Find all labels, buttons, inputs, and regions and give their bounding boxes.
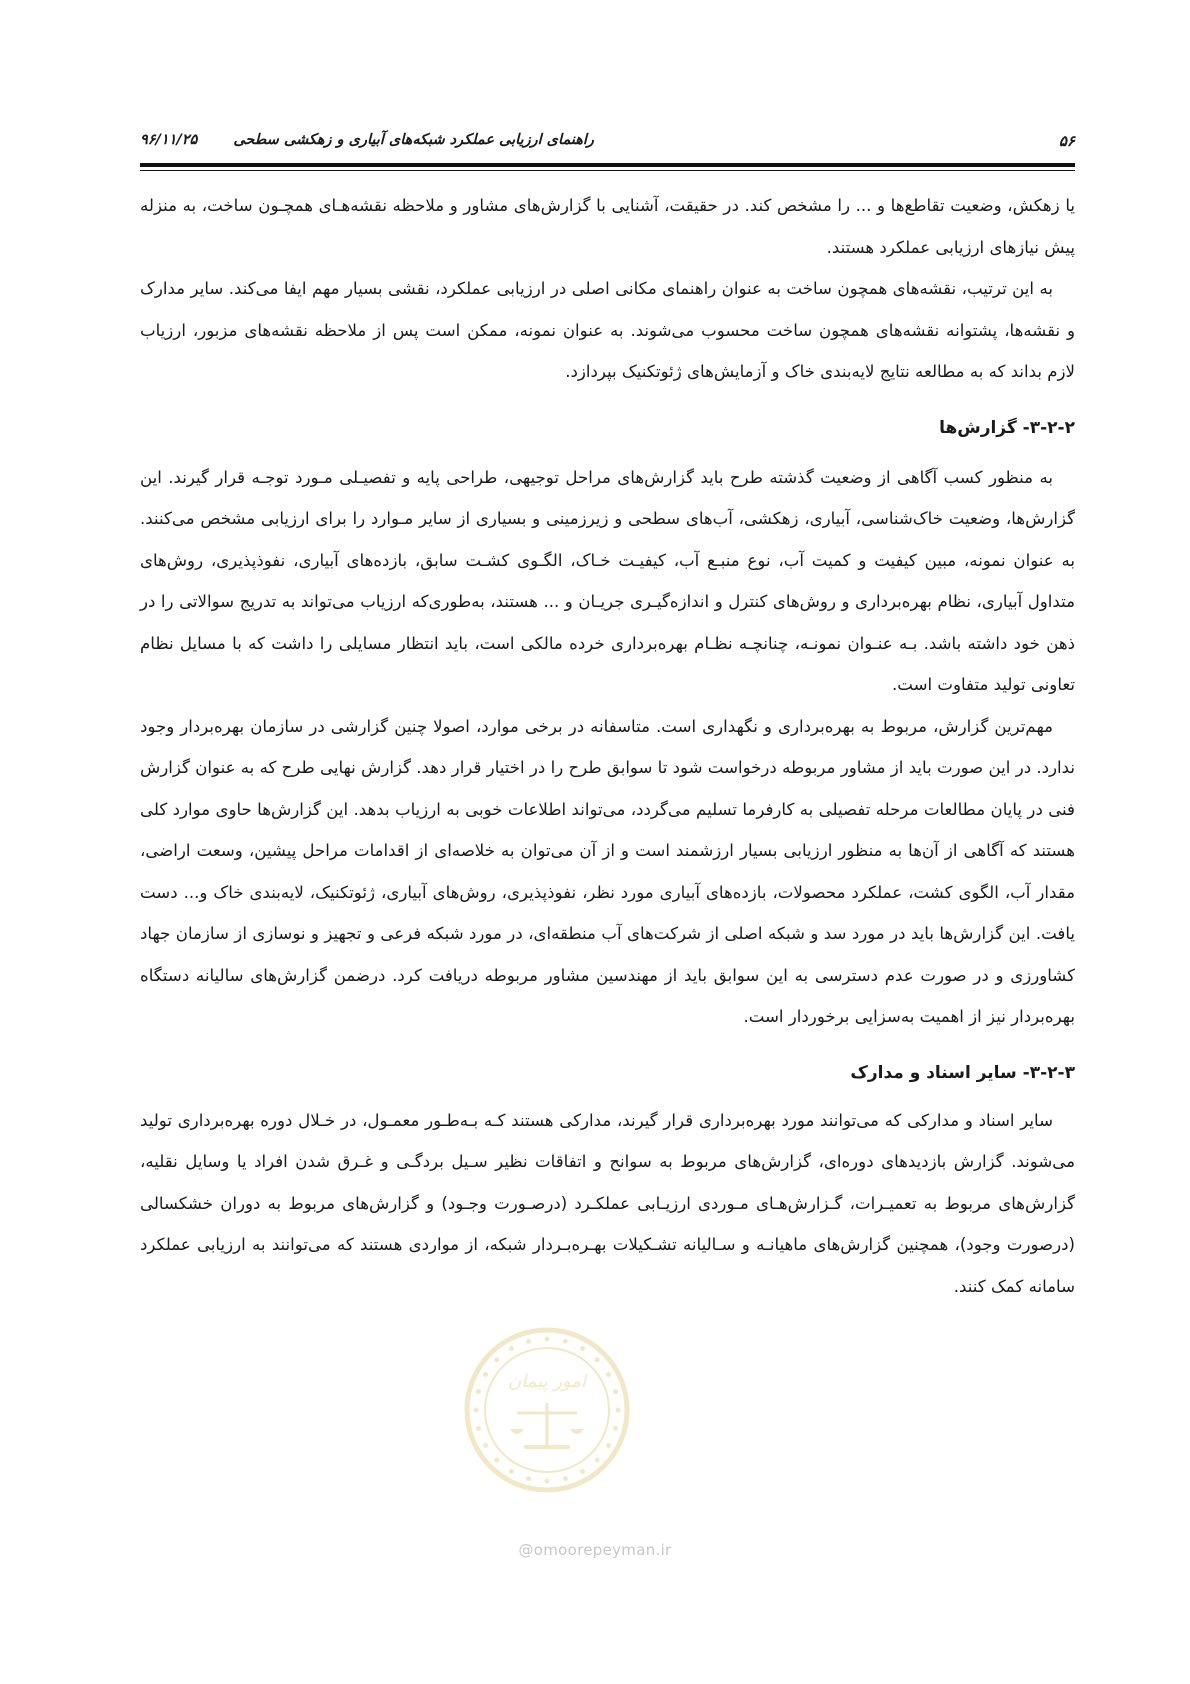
page-header [140, 128, 1075, 162]
page-body [140, 185, 1075, 1307]
body-paragraph: مهم‌ترین گزارش، مربوط به بهره‌برداری و نگهداری است. متاسفانه در برخی موارد، اصولا چنین گزارشی در سازمان بهره‌بردار وجود ندارد. در این صورت باید از مشاور مربوطه درخواست شود تا سوابق طرح را در اختیار قرار دهد. گزارش نهایی طرح که به عنوان گزارش فنی در پایان مطالعات مرحله تفصیلی به کارفرما تسلیم می‌گردد، می‌تواند اطلاعات خوبی به ارزیاب بدهد. این گزارش‌ها حاوی موارد کلی هستند که آگاهی از آن‌ها به منظور ارزیابی بسیار ارزشمند است و از آن می‌توان به خلاصه‌ای از اقدامات مراحل پیشین، وسعت اراضی، مقدار آب، الگوی کشت، عملکرد محصولات، بازده‌های آبیاری مورد نظر، نفوذپذیری، روش‌های آبیاری، ژئوتکنیک، لایه‌بندی خاک و... دست یافت. این گزارش‌ها باید در مورد سد و شبکه اصلی از شرکت‌های آب منطقه‌ای، در مورد شبکه فرعی و تجهیز و نوسازی از سازمان جهاد کشاورزی و در صورت عدم دسترسی به این سوابق باید از مهندسین مشاور مربوطه دریافت کرد. درضمن گزارش‌های سالیانه دستگاه بهره‌بردار نیز از اهمیت به‌سزایی برخوردار است. [140, 716, 1075, 1026]
body-paragraph: به این ترتیب، نقشه‌های همچون ساخت به عنوان راهنمای مکانی اصلی در ارزیابی عملکرد، نقشی بسیار مهم ایفا می‌کند. سایر مدارک و نقشه‌ها، پشتوانه نقشه‌های همچون ساخت محسوب می‌شوند. به عنوان نمونه، ممکن است پس از ملاحظه نقشه‌های مزبور، ارزیاب لازم بداند که به مطالعه نتایج لایه‌بندی خاک و آزمایش‌های ژئوتکنیک بپردازد. [140, 279, 1075, 381]
page-number: ۵۶ [1058, 132, 1075, 150]
section-heading-other-documents: ۳-۲-۳- سایر اسناد و مدارک [850, 1062, 1075, 1083]
body-paragraph: یا زهکش، وضعیت تقاطع‌ها و ... را مشخص کند. در حقیقت، آشنایی با گزارش‌های مشاور و ملاحظه نقشه‌هـای همچـون ساخت، به منزله پیش نیازهای ارزیابی عملکرد هستند. [140, 196, 1075, 257]
header-divider-thick [140, 163, 1075, 167]
running-header [140, 132, 594, 148]
document-title: راهنمای ارزیابی عملکرد شبکه‌های آبیاری و زهکشی سطحی [233, 132, 594, 148]
watermark-url: @omoorepeyman.ir [518, 1541, 672, 1559]
section-heading-reports: ۳-۲-۲- گزارش‌ها [939, 417, 1075, 438]
body-paragraph: به منظور کسب آگاهی از وضعیت گذشته طرح باید گزارش‌های مراحل توجیهی، طراحی پایه و تفصیـلی مـورد توجـه قرار گیرند. این گزارش‌ها، وضعیت خاک‌شناسی، آبیاری، زهکشی، آب‌های سطحی و زیرزمینی و بسیاری از سایر مـوارد را برای ارزیابی مشخص می‌کنند. به عنوان نمونه، مبین کیفیت و کمیت آب، نوع منبـع آب، کیفیـت خـاک، الگـوی کشـت سابق، بازده‌های آبیاری، نفوذپذیری، روش‌های متداول آبیاری، نظام بهره‌برداری و روش‌های کنترل و اندازه‌گیـری جریـان و ... هستند، به‌طوری‌که ارزیاب می‌تواند به تدریج سوالاتی را در ذهن خود داشته باشد. بـه عنـوان نمونـه، چنانچـه نظـام بهره‌برداری خرده مالکی است، باید انتظار مسایلی را داشت که با مسایل نظام تعاونی تولید متفاوت است. [140, 467, 1075, 694]
body-paragraph: سایر اسناد و مدارکی که می‌توانند مورد بهره‌برداری قرار گیرند، مدارکی هستند کـه بـه‌طـور معمـول، در خـلال دوره بهره‌برداری تولید می‌شوند. گزارش بازدیدهای دوره‌ای، گزارش‌های مربوط به سوانح و اتفاقات نظیر سـیل بردگـی و غـرق شدن افراد یا وسایل نقلیه، گزارش‌های مربوط به تعمیـرات، گـزارش‌هـای مـوردی ارزیـابی عملکـرد (درصـورت وجـود) و گزارش‌های مربوط به دوران خشکسالی (درصورت وجود)، همچنین گزارش‌های ماهیانـه و سـالیانه تشـکیلات بهـره‌بـردار شبکه، از مواردی هستند که می‌توانند به ارزیابی عملکرد سامانه کمک کنند. [140, 1110, 1075, 1296]
svg-text:امور پیمان: امور پیمان [508, 1371, 586, 1392]
header-divider-thin [140, 170, 1075, 171]
header-date: ۹۶/۱۱/۲۵ [140, 132, 198, 148]
watermark-seal-logo [462, 1325, 632, 1495]
